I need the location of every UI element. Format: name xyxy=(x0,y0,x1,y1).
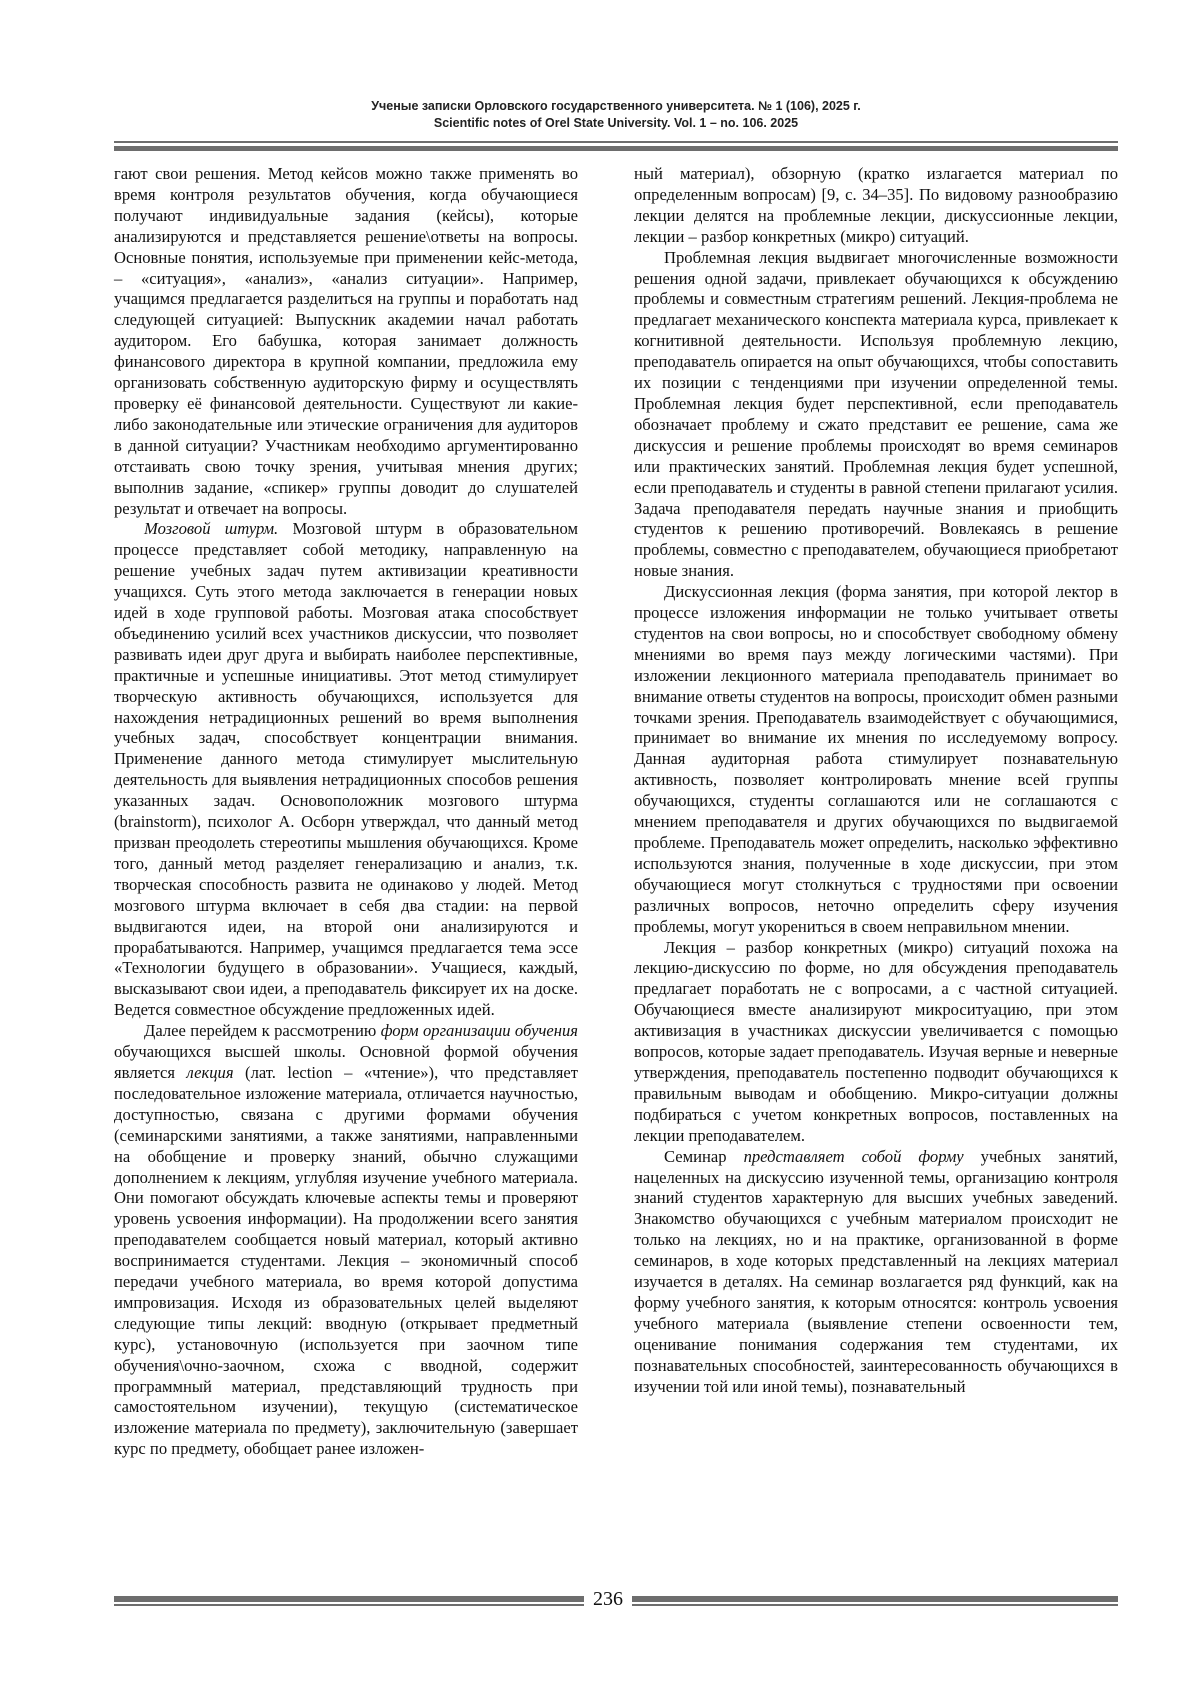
lecture-emphasis: лекция xyxy=(186,1062,234,1082)
left-paragraph-1: гают свои решения. Метод кейсов можно также применять во время контроля результатов обучения, когда обучающиеся получают индивидуальные задания (кейсы), которые анализируются и представляется решение\ответы на вопросы. Основные понятия, используемые при применении кейс-метода, – «ситуация», «анализ», «анализ ситуации». Например, учащимся предлагается разделиться на группы и поработать над следующей ситуацией: Выпускник академии начал работать аудитором. Его бабушка, которая занимает должность финансового директора в крупной компании, предложила ему организовать собственную аудиторскую фирму и осуществлять проверку её финансовой деятельности. Существуют ли какие-либо законодательные или этические ограничения для аудиторов в данной ситуации? Участникам необходимо аргументированно отстаивать свою точку зрения, учитывая мнения других; выполнив задание, «спикер» группы доводит до слушателей результат и отвечает на вопросы. xyxy=(114,164,578,518)
left-column xyxy=(114,164,578,1460)
forms-text-c: (лат. lection – «чтение»), что представляет последовательное изложение материала, отличается научностью, доступностью, связана с другими формами обучения (семинарскими занятиями, а также занятиями, направленными на обобщение и проверку знаний, обычно служащими дополнением к лекциям, углубляя изучение учебного материала. Они помогают обсуждать ключевые аспекты темы и проверяют уровень усвоения информации). На продолжении всего занятия преподавателем сообщается новый материал, который активно воспринимается студентами. Лекция – экономичный способ передачи учебного материала, во время которой допустима импровизация. Исходя из образовательных целей выделяют следующие типы лекций: вводную (открывает предметный курс), установочную (используется при заочном типе обучения\очно-заочном, схожа с вводной, содержит программный материал, представляющий трудность при самостоятельном изучении), текущую (систематическое изложение материала по предмету), заключительную (завершает курс по предмету, обобщает ранее изложен- xyxy=(114,1062,578,1459)
forms-emphasis: форм организации обучения xyxy=(380,1021,578,1041)
seminar-text-a: Семинар xyxy=(664,1146,744,1166)
brainstorm-text: Мозговой штурм в образовательном процессе представляет собой методику, направленную на решение учебных задач путем активизации креативности учащихся. Суть этого метода заключается в генерации новых идей в ходе групповой работы. Мозговая атака способствует объединению усилий всех участников дискуссии, что позволяет развивать идеи друг друга и выбирать наиболее перспективные, практичные и успешные инициативы. Этот метод стимулирует творческую активность обучающихся, используется для нахождения нетрадиционных решений во время выполнения учебных задач, способствует концентрации внимания. Применение данного метода стимулирует мыслительную деятельность для выявления нетрадиционных способов решения указанных задач. Основоположник мозгового штурма (brainstorm), психолог А. Осборн утверждал, что данный метод призван преодолеть стереотипы мышления обучающихся. Кроме того, данный метод разделяет генерализацию и анализ, т.к. творческая способность развита не одинаково у людей. Метод мозгового штурма включает в себя два стадии: на первой выдвигаются идеи, на второй они анализируются и прорабатываются. Например, учащимся предлагается тема эссе «Технологии будущего в образовании». Учащиеся, каждый, высказывают свои идеи, а преподаватель фиксирует их на доске. Ведется совместное обсуждение предложенных идей. xyxy=(114,519,579,1020)
journal-header xyxy=(114,98,1118,132)
header-rule-thick xyxy=(114,146,1118,151)
footer-rule-right xyxy=(632,1596,1118,1602)
brainstorm-heading: Мозговой штурм. xyxy=(144,519,279,539)
right-paragraph-1: ный материал), обзорную (кратко излагается материал по определенным вопросам) [9, с. 34–35]. По видовому разнообразию лекции делятся на проблемные лекции, дискуссионные лекции, лекции – разбор конкретных (микро) ситуаций. xyxy=(634,164,1118,246)
right-paragraph-4: Лекция – разбор конкретных (микро) ситуаций похожа на лекцию-дискуссию по форме, но для обсуждения преподаватель предлагает поработать не с вопросами, а с частной ситуацией. Обучающиеся вместе анализируют микроситуацию, при этом активизация в участниках дискуссии увеличивается с помощью вопросов, которые задает преподаватель. Изучая верные и неверные утверждения, преподаватель постепенно подводит обучающихся к правильным выводам и обобщению. Микро-ситуации должны подбираться с учетом конкретных вопросов, поставленных на лекции преподавателем. xyxy=(634,937,1118,1145)
left-paragraph-3 xyxy=(114,1021,578,1460)
right-paragraph-5 xyxy=(634,1147,1118,1398)
right-column xyxy=(634,164,1118,1397)
journal-header-ru: Ученые записки Орловского государственного университета. № 1 (106), 2025 г. xyxy=(371,99,861,113)
forms-text-a: Далее перейдем к рассмотрению xyxy=(144,1021,381,1041)
header-rule-thin xyxy=(114,141,1118,143)
forms-text-b: обучающихся высшей школы. Основной формой обучения является xyxy=(114,1042,578,1082)
right-paragraph-3: Дискуссионная лекция (форма занятия, при которой лектор в процессе изложения информации не только учитывает ответы студентов на свои вопросы, но и способствует свободному обмену мнениями во время пауз между логическими частями). При изложении лекционного материала преподаватель принимает во внимание ответы студентов на вопросы, происходит обмен разными точками зрения. Преподаватель взаимодействует с обучающимися, принимает во внимание их мнения по исследуемому вопросу. Данная аудиторная работа стимулирует познавательную активность, позволяет контролировать мнение всей группы обучающихся, студенты соглашаются или не соглашаются с мнением преподавателя и других обучающихся по выдвигаемой проблеме. Преподаватель может определить, насколько эффективно используются знания, полученные в ходе дискуссии, при этом обучающиеся могут столкнуться с трудностями при освоении различных вопросов, неточно определить сферу изучения проблемы, могут укорениться в своем неправильном мнении. xyxy=(634,582,1118,936)
page-number: 236 xyxy=(593,1588,623,1610)
seminar-emphasis: представляет собой форму xyxy=(743,1146,964,1166)
left-paragraph-2 xyxy=(114,519,578,1021)
journal-header-en: Scientific notes of Orel State University. Vol. 1 – no. 106. 2025 xyxy=(433,116,799,130)
right-paragraph-2: Проблемная лекция выдвигает многочисленные возможности решения одной задачи, привлекает обучающихся к обсуждению проблемы и совместным стратегиям решений. Лекция-проблема не предлагает механического конспекта материала курса, привлекает к когнитивной деятельности. Используя проблемную лекцию, преподаватель опирается на опыт обучающихся, чтобы сопоставить их позиции с тенденциями при изучении определенной темы. Проблемная лекция будет перспективной, если преподаватель обозначает проблему и сжато представит ее решение, сама же дискуссия и решение проблемы происходят во время семинаров или практических занятий. Проблемная лекция будет успешной, если преподаватель и студенты в равной степени прилагают усилия. Задача преподавателя передать научные знания и приобщить студентов к решению противоречий. Вовлекаясь в решение проблемы, совместно с преподавателем, обучающиеся приобретают новые знания. xyxy=(634,247,1118,581)
footer-rule-left xyxy=(114,1596,584,1602)
seminar-text-b: учебных занятий, нацеленных на дискуссию изученной темы, организацию контроля знаний студентов характерную для высших учебных заведений. Знакомство обучающихся с учебным материалом происходит не только на лекциях, но и на практике, организованной в форме семинаров, в ходе которых представленный на лекциях материал изучается в деталях. На семинар возлагается ряд функций, как на форму учебного занятия, к которым относятся: контроль усвоения учебного материала (выявление степени освоенности тем, оценивание понимания содержания тем студентами, их познавательных способностей, заинтересованность обучающихся в изучении той или иной темы), познавательный xyxy=(634,1146,1119,1396)
